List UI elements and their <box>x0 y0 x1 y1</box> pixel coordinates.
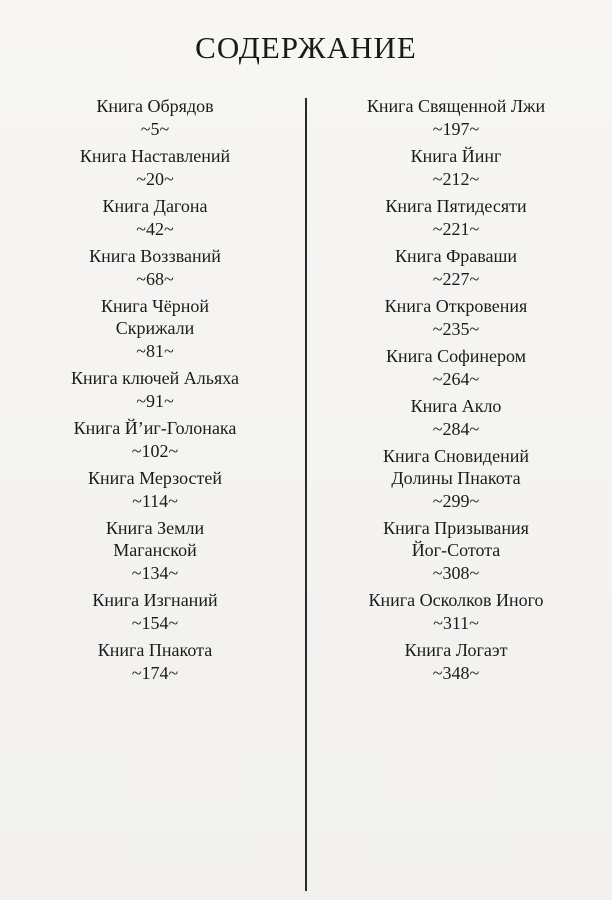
toc-entry-title: Книга Логаэт <box>404 640 508 660</box>
toc-entry-page-number: ~81~ <box>136 341 174 361</box>
toc-entry-page-number: ~221~ <box>432 219 480 239</box>
toc-entry <box>80 145 230 191</box>
toc-entry-title: Книга Пнакота <box>97 640 213 660</box>
toc-entry-title: Книга Откровения <box>384 296 528 316</box>
toc-entry-page-number: ~134~ <box>131 563 179 583</box>
toc-entry-page-number: ~235~ <box>432 319 480 339</box>
toc-entry-title: Книга Сновидений <box>383 446 529 466</box>
toc-entry-title: Маганской <box>113 540 197 560</box>
toc-entry-title: Книга Пятидесяти <box>385 196 527 216</box>
toc-entry-page-number: ~174~ <box>131 663 179 683</box>
toc-entry-page-number: ~197~ <box>432 119 480 139</box>
toc-entry-title: Книга Наставлений <box>79 146 231 166</box>
toc-entry <box>367 95 545 141</box>
toc-entry-page-number: ~91~ <box>136 391 174 411</box>
toc-entry-title: Книга Дагона <box>102 196 208 216</box>
toc-entry <box>106 517 204 585</box>
toc-entry <box>71 367 239 413</box>
toc-entry-page-number: ~42~ <box>136 219 174 239</box>
toc-entry-title: Книга Воззваний <box>89 246 221 266</box>
toc-entry-title: Книга Осколков Иного <box>368 590 544 610</box>
toc-entry-title: Книга Чёрной <box>100 296 210 316</box>
toc-entry <box>101 295 209 363</box>
toc-entry-title: Книга Обрядов <box>96 96 214 116</box>
toc-entry-page-number: ~227~ <box>432 269 480 289</box>
toc-entry <box>96 95 213 141</box>
toc-left-column <box>10 95 300 689</box>
toc-entry <box>383 445 529 513</box>
toc-entry-page-number: ~284~ <box>432 419 480 439</box>
toc-entry-page-number: ~299~ <box>432 491 480 511</box>
toc-entry-page-number: ~212~ <box>432 169 480 189</box>
toc-entry-page-number: ~102~ <box>131 441 179 461</box>
toc-entry-page-number: ~114~ <box>132 491 178 511</box>
toc-entry <box>385 195 526 241</box>
toc-entry-title: Долины Пнакота <box>391 468 521 488</box>
toc-entry-page-number: ~308~ <box>432 563 480 583</box>
toc-entry <box>98 639 212 685</box>
toc-entry-title: Скрижали <box>115 318 195 338</box>
toc-entry <box>74 417 237 463</box>
toc-entry <box>88 467 222 513</box>
toc-entry <box>385 295 528 341</box>
page-title: СОДЕРЖАНИЕ <box>195 30 417 65</box>
toc-entry <box>89 245 221 291</box>
toc-entry <box>383 517 529 585</box>
toc-entry-page-number: ~311~ <box>433 613 479 633</box>
toc-entry-title: Книга ключей Альяха <box>70 368 240 388</box>
toc-entry-title: Книга Йинг <box>410 146 502 166</box>
toc-entry-page-number: ~154~ <box>131 613 179 633</box>
toc-entry <box>395 245 517 291</box>
toc-entry-title: Книга Й’иг-Голонака <box>73 418 237 438</box>
toc-entry-title: Книга Софинером <box>385 346 527 366</box>
toc-entry-title: Книга Призывания <box>383 518 529 538</box>
toc-entry <box>92 589 217 635</box>
toc-entry <box>386 345 526 391</box>
toc-entry <box>405 639 508 685</box>
toc-entry-title: Книга Мерзостей <box>87 468 223 488</box>
toc-entry-page-number: ~68~ <box>136 269 174 289</box>
toc-entry <box>411 145 502 191</box>
toc-entry-title: Книга Фраваши <box>394 246 518 266</box>
toc-right-column <box>311 95 601 689</box>
toc-entry <box>103 195 208 241</box>
toc-entry <box>411 395 502 441</box>
toc-entry-title: Книга Священной Лжи <box>366 96 546 116</box>
toc-entry-page-number: ~5~ <box>140 119 170 139</box>
toc-entry-title: Книга Акло <box>410 396 502 416</box>
toc-entry <box>368 589 543 635</box>
toc-entry-page-number: ~264~ <box>432 369 480 389</box>
toc-entry-page-number: ~20~ <box>136 169 174 189</box>
toc-entry-title: Йог-Сотота <box>411 540 501 560</box>
column-divider <box>305 98 307 891</box>
toc-entry-title: Книга Земли <box>105 518 205 538</box>
toc-entry-title: Книга Изгнаний <box>92 590 218 610</box>
toc-entry-page-number: ~348~ <box>432 663 480 683</box>
